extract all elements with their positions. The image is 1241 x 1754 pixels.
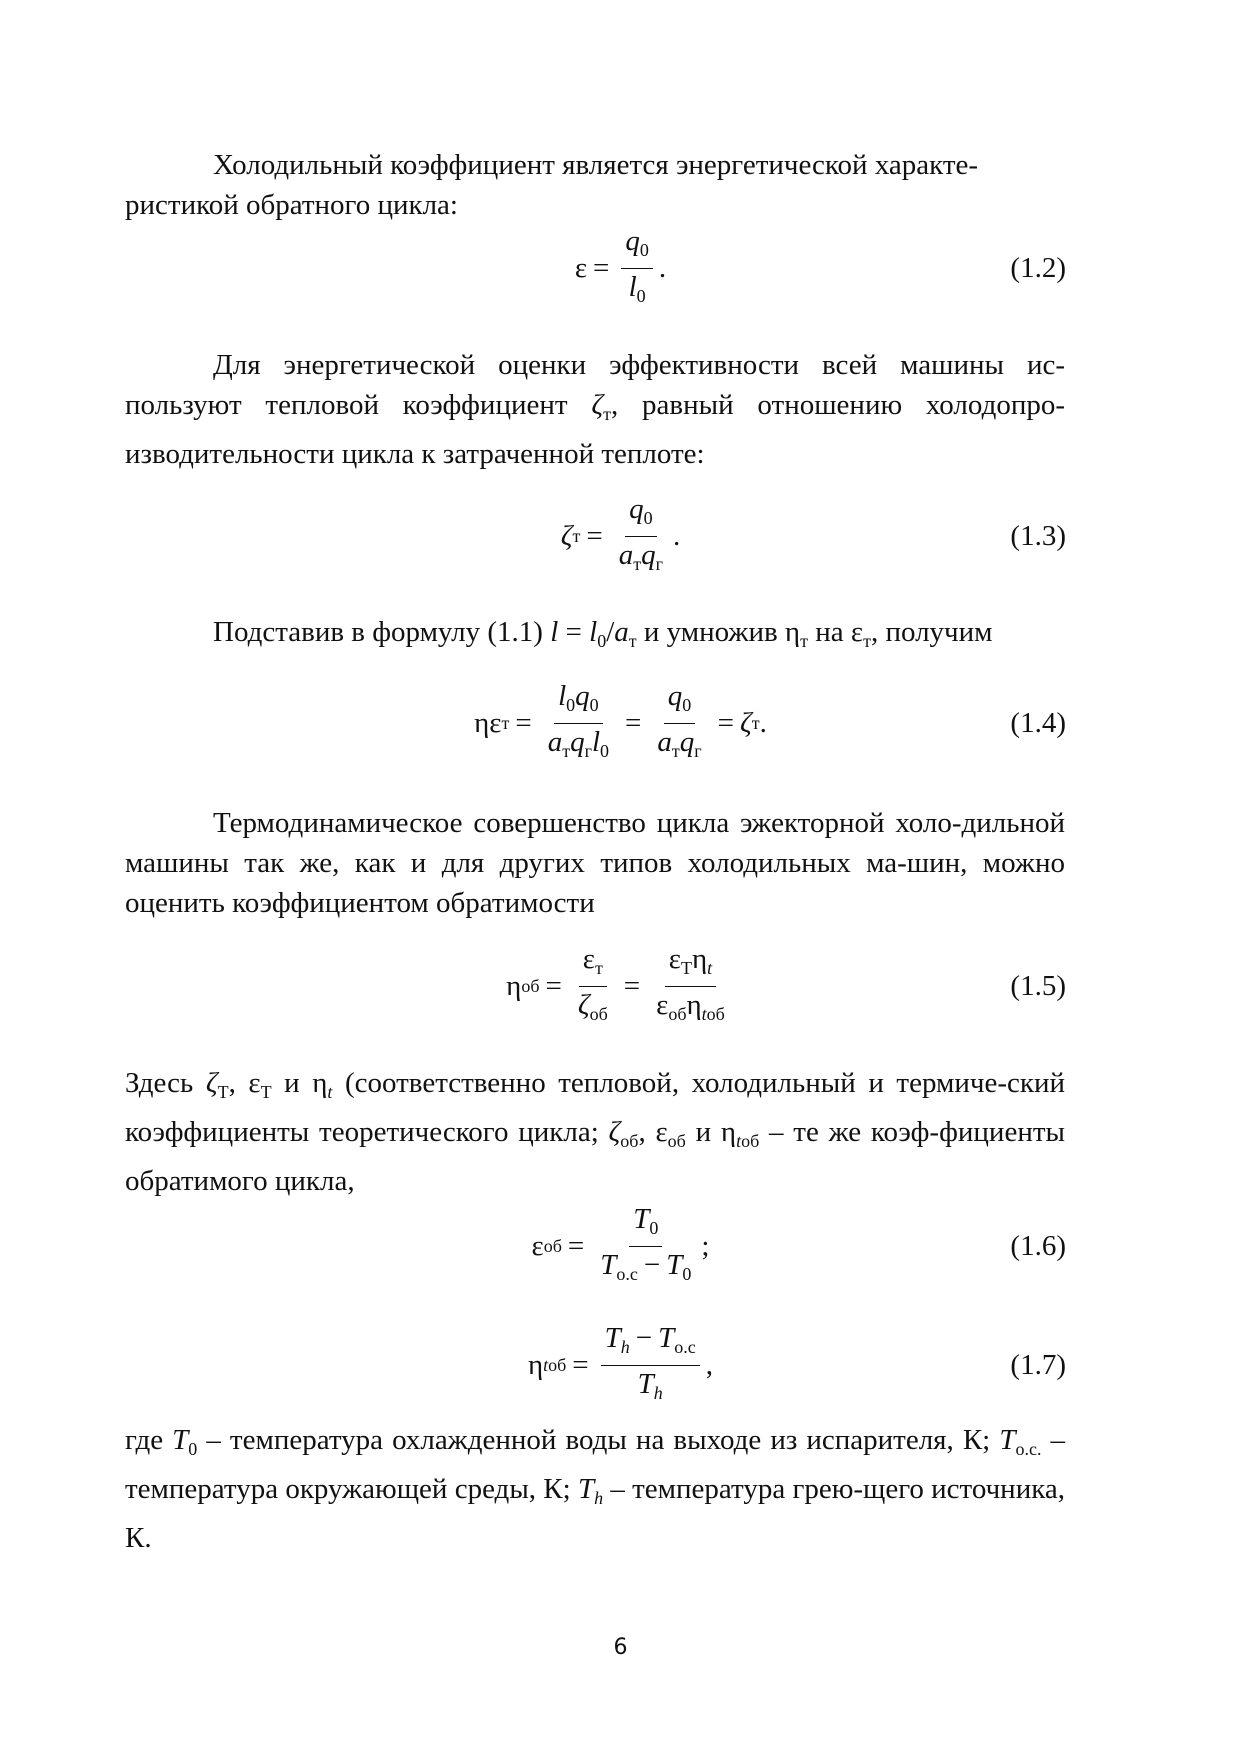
paragraph-3-l0-sub: 0 — [597, 631, 607, 651]
paragraph-6-text-c: – температура окружающей среды, К; — [125, 1424, 1066, 1505]
eq-1-3-den-a: a — [618, 538, 634, 571]
paragraph-5-text-a: Здесь — [125, 1067, 206, 1099]
paragraph-5-eta-sub: t — [327, 1082, 333, 1102]
eq-1-3-den-q-sub: г — [655, 553, 663, 574]
paragraph-5-eps-2-sub: об — [667, 1131, 686, 1151]
eq-1-7-minus: − — [635, 1321, 653, 1354]
paragraph-6-text-d: – температура грею-щего источника, К. — [125, 1473, 1065, 1554]
eq-1-3-den-q: q — [641, 538, 656, 571]
equation-number-1-4: (1.4) — [1010, 707, 1066, 739]
paragraph-5-comma-1: , — [228, 1067, 249, 1099]
equation-number-1-7: (1.7) — [1010, 1349, 1066, 1381]
eq-1-3-period: . — [673, 520, 681, 552]
paragraph-5-comma-2: , — [638, 1116, 656, 1148]
equation-1-4-expression — [474, 678, 767, 769]
paragraph-5-eps: ε — [248, 1067, 261, 1099]
paragraph-2-text-b: , равный отношению холодопро-изводительности цикла к затраченной теплоте: — [125, 389, 1065, 470]
eq-1-4-equals-3: = — [717, 707, 734, 739]
eq-1-5-f1-den-zeta: ζ — [577, 988, 590, 1021]
eq-1-7-num-T1-sub: h — [620, 1336, 630, 1357]
eq-1-5-f2-den-eta-sub-t: t — [701, 1003, 707, 1024]
paragraph-substitution — [125, 612, 1065, 661]
paragraph-intro — [125, 145, 1065, 225]
eq-1-4-eta-eps: ηε — [474, 707, 502, 739]
paragraph-5-zeta-sub: Т — [217, 1082, 229, 1102]
paragraph-6-Toc-sub: о.с. — [1015, 1439, 1042, 1459]
eq-1-7-num-T2-sub: о.с — [674, 1336, 696, 1357]
eq-1-4-f2-den-q-sub: г — [694, 740, 702, 761]
eq-1-6-den-T1-sub: о.с — [616, 1263, 638, 1284]
eq-1-4-f1-num-q: q — [575, 679, 590, 712]
equation-1-7-expression — [528, 1320, 713, 1411]
eq-1-7-num-T2: T — [658, 1321, 675, 1354]
eq-1-7-eta-sub-t: t — [543, 1355, 549, 1375]
equation-number-1-2: (1.2) — [1010, 252, 1066, 284]
eq-1-6-minus: − — [643, 1248, 661, 1281]
eq-1-5-f1-den-sub: об — [589, 1003, 608, 1024]
eq-1-6-den-T1: T — [600, 1248, 617, 1281]
eq-1-3-num-sub: 0 — [643, 507, 653, 528]
paragraph-2-zeta-sub: т — [603, 404, 611, 424]
eq-1-4-fraction-2 — [653, 678, 705, 769]
paragraph-6-Th: T — [577, 1473, 595, 1505]
eq-1-6-den-T2: T — [666, 1248, 683, 1281]
eq-1-4-f1-den-l-sub: 0 — [600, 740, 610, 761]
eq-1-7-fraction — [601, 1320, 700, 1411]
eq-1-7-eta-sub-ob: об — [548, 1355, 567, 1375]
paragraph-6-T0: T — [172, 1424, 189, 1456]
paragraph-3-text-a: Подставив в формулу (1.1) — [213, 616, 551, 648]
eq-1-6-den-T2-sub: 0 — [682, 1263, 692, 1284]
eq-1-5-f2-num-eta-sub: t — [707, 957, 713, 978]
eq-1-4-f2-den-a: a — [657, 725, 672, 758]
eq-1-3-zeta: ζ — [560, 520, 573, 552]
eq-1-5-fraction-1 — [574, 941, 612, 1032]
eq-1-5-f2-den-eta: η — [686, 988, 702, 1021]
paragraph-3-l0: l — [589, 616, 598, 648]
paragraph-3-slash: / — [606, 616, 615, 648]
eq-1-2-fraction — [621, 223, 653, 314]
paragraph-3-eta: η — [784, 616, 801, 648]
paragraph-3-eps-sub: т — [863, 631, 871, 651]
paragraph-5-eps-sub: Т — [260, 1082, 272, 1102]
eq-1-5-f2-den-eps-sub: об — [668, 1003, 687, 1024]
paragraph-2-zeta: ζ — [591, 389, 604, 421]
equation-1-2-expression — [575, 223, 666, 314]
eq-1-7-eta: η — [527, 1349, 544, 1381]
eq-1-4-f2-den-a-sub: т — [671, 740, 680, 761]
paragraph-3-a-sub: т — [628, 631, 637, 651]
eq-1-6-eps: ε — [531, 1230, 544, 1262]
eq-1-4-f1-den-a-sub: т — [562, 740, 571, 761]
eq-1-6-semicolon: ; — [701, 1230, 710, 1262]
eq-1-5-f1-num-sub: т — [594, 957, 603, 978]
eq-1-7-equals: = — [572, 1349, 589, 1381]
equation-1-3 — [0, 492, 1241, 577]
eq-1-2-epsilon: ε — [574, 252, 588, 284]
equation-1-7 — [0, 1321, 1241, 1406]
paragraph-5-and-1: и — [271, 1067, 313, 1099]
paragraph-5-eta-2-sub-ob: об — [741, 1131, 760, 1151]
paragraph-3-l: l — [550, 616, 559, 648]
eq-1-2-period: . — [658, 252, 667, 284]
paragraph-5-zeta-2: ζ — [608, 1116, 621, 1148]
paragraph-6-text-b: – температура охлажденной воды на выходе из испарителя, К; — [197, 1424, 1000, 1456]
eq-1-4-f1-num-q-sub: 0 — [589, 694, 599, 715]
paragraph-5-eps-2: ε — [655, 1116, 668, 1148]
eq-1-6-eps-sub: об — [543, 1236, 562, 1256]
equation-1-2 — [0, 224, 1241, 308]
eq-1-5-fraction-2 — [652, 941, 729, 1032]
paragraph-5-eta: η — [312, 1067, 328, 1099]
eq-1-4-f1-num-l: l — [558, 679, 567, 712]
eq-1-4-zeta: ζ — [740, 707, 752, 739]
paragraph-5-zeta: ζ — [205, 1067, 218, 1099]
eq-1-7-num-T1: T — [604, 1321, 621, 1354]
eq-1-5-equals-1: = — [545, 970, 562, 1002]
equation-number-1-3: (1.3) — [1010, 520, 1066, 552]
eq-1-2-den-l: l — [628, 270, 637, 303]
equation-number-1-6: (1.6) — [1010, 1230, 1066, 1262]
eq-1-7-den-T: T — [637, 1367, 654, 1400]
eq-1-4-equals-2: = — [625, 707, 642, 739]
eq-1-2-den-sub: 0 — [636, 285, 646, 306]
eq-1-3-num-q: q — [629, 492, 644, 525]
eq-1-3-equals: = — [586, 520, 603, 552]
eq-1-4-f2-den-q: q — [679, 725, 695, 758]
eq-1-4-f1-den-q-sub: г — [584, 740, 592, 761]
eq-1-6-num-T: T — [633, 1202, 650, 1235]
eq-1-5-equals-2: = — [623, 970, 641, 1002]
eq-1-4-f1-den-q: q — [570, 725, 585, 758]
eq-1-5-f2-den-eta-sub-ob: об — [706, 1003, 725, 1024]
eq-1-7-den-sub: h — [653, 1382, 663, 1403]
eq-1-5-eta-sub: об — [521, 976, 540, 996]
equation-1-3-expression — [561, 491, 681, 582]
eq-1-3-den-a-sub: т — [633, 553, 642, 574]
paragraph-5-eta-2: η — [720, 1116, 737, 1148]
paragraph-5-text-c: – те же коэф-фициенты обратимого цикла, — [125, 1116, 1065, 1197]
equation-1-5-expression — [506, 941, 735, 1032]
eq-1-4-zeta-sub: т — [751, 713, 760, 733]
paragraph-2-text-a: Для энергетической оценки эффективности всей машины ис-пользуют тепловой коэффициент — [125, 349, 1065, 421]
eq-1-2-num-q: q — [625, 224, 640, 257]
paragraph-3-text-c: на — [807, 616, 851, 648]
eq-1-4-f2-num-q-sub: 0 — [682, 694, 692, 715]
eq-1-5-f2-num-eta: η — [691, 942, 708, 975]
eq-1-2-num-sub: 0 — [639, 239, 649, 260]
equation-number-1-5: (1.5) — [1010, 970, 1066, 1002]
equation-1-4 — [0, 679, 1241, 764]
paragraph-thermodynamic-perfection: Термодинамическое совершенство цикла эжекторной холо-дильной машины так же, как и для других типов холодильных ма-шин, можно оценить коэффициентом обратимости — [125, 807, 1065, 919]
eq-1-3-zeta-sub: т — [572, 526, 581, 546]
paragraph-thermal-coefficient — [125, 345, 1065, 474]
paragraph-3-eps: ε — [850, 616, 864, 648]
paragraph-intro-line2: ристикой обратного цикла: — [125, 189, 458, 221]
paragraph-where-definitions — [125, 1420, 1065, 1558]
eq-1-6-equals: = — [567, 1230, 585, 1262]
equation-1-6-expression — [532, 1201, 710, 1292]
eq-1-7-comma: , — [705, 1349, 714, 1381]
paragraph-3-text-b: и умножив — [636, 616, 785, 648]
eq-1-6-fraction — [596, 1201, 695, 1292]
eq-1-4-period: . — [759, 707, 767, 739]
equation-1-6 — [0, 1202, 1241, 1287]
eq-1-4-lhs-sub: т — [501, 713, 510, 733]
paragraph-3-eta-sub: т — [800, 631, 808, 651]
paragraph-intro-line1: Холодильный коэффициент является энергетической характе- — [213, 149, 979, 181]
paragraph-5-text-b: (соответственно тепловой, холодильный и термиче-ский коэффициенты теоретического цикла; — [125, 1067, 1066, 1148]
eq-1-4-f1-den-a: a — [547, 725, 563, 758]
paragraph-6-text-a: где — [125, 1424, 173, 1456]
eq-1-4-equals-1: = — [515, 707, 532, 739]
paragraph-3-equals: = — [558, 616, 590, 648]
eq-1-5-f2-num-eps: ε — [668, 942, 681, 975]
eq-1-5-f2-num-eps-sub: Т — [680, 957, 692, 978]
paragraph-6-Toc: T — [999, 1424, 1016, 1456]
eq-1-5-f1-num-eps: ε — [582, 942, 595, 975]
eq-1-3-fraction — [615, 491, 667, 582]
page-number: 6 — [613, 1635, 628, 1660]
paragraph-5-and-2: и — [685, 1116, 721, 1148]
paragraph-6-T0-sub: 0 — [188, 1439, 198, 1459]
paragraph-5-zeta-2-sub: об — [620, 1131, 639, 1151]
eq-1-2-equals: = — [593, 252, 610, 284]
paragraph-3-a: a — [614, 616, 629, 648]
eq-1-4-f1-num-l-sub: 0 — [566, 694, 576, 715]
eq-1-5-f2-den-eps: ε — [656, 988, 669, 1021]
equation-1-5 — [0, 942, 1241, 1027]
paragraph-6-Th-sub: h — [594, 1488, 604, 1508]
eq-1-4-f1-den-l: l — [591, 725, 601, 758]
eq-1-4-fraction-1 — [544, 678, 613, 769]
paragraph-3-text-d: , получим — [870, 616, 993, 648]
eq-1-4-f2-num-q: q — [667, 679, 683, 712]
paragraph-coefficients-definition — [125, 1063, 1065, 1201]
eq-1-6-num-sub: 0 — [649, 1217, 659, 1238]
paragraph-5-eta-2-sub-t: t — [736, 1131, 742, 1151]
eq-1-5-eta: η — [506, 970, 522, 1002]
